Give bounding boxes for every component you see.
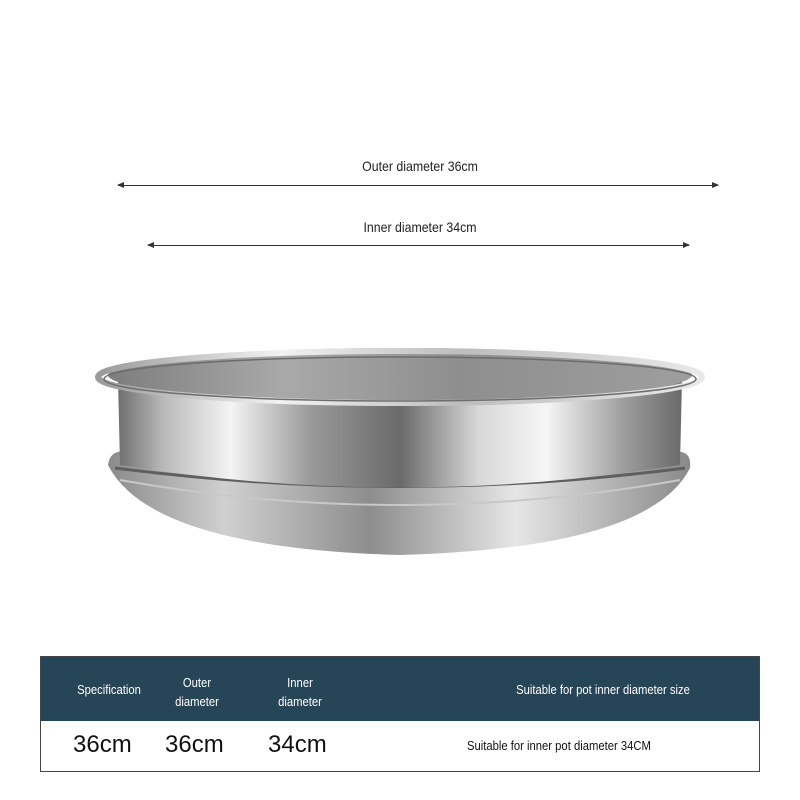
inner-diameter-label: Inner diameter 34cm <box>363 219 477 235</box>
steamer-ring-image <box>90 330 710 570</box>
cell-specification: 36cm <box>73 731 132 758</box>
cell-suitable-pot-size: Suitable for inner pot diameter 34CM <box>467 739 651 753</box>
specification-table <box>40 656 760 772</box>
outer-diameter-label: Outer diameter 36cm <box>362 158 478 174</box>
outer-diameter-arrow <box>118 185 718 186</box>
table-row <box>41 721 759 771</box>
cell-inner-diameter: 34cm <box>268 731 327 758</box>
table-header <box>41 657 759 721</box>
header-suitable-pot-size: Suitable for pot inner diameter size <box>516 683 690 697</box>
inner-diameter-arrow <box>148 245 689 246</box>
cell-outer-diameter: 36cm <box>165 731 224 758</box>
header-outer-diameter: Outer diameter <box>175 676 219 709</box>
header-inner-diameter: Inner diameter <box>278 676 322 709</box>
header-specification: Specification <box>77 683 141 697</box>
